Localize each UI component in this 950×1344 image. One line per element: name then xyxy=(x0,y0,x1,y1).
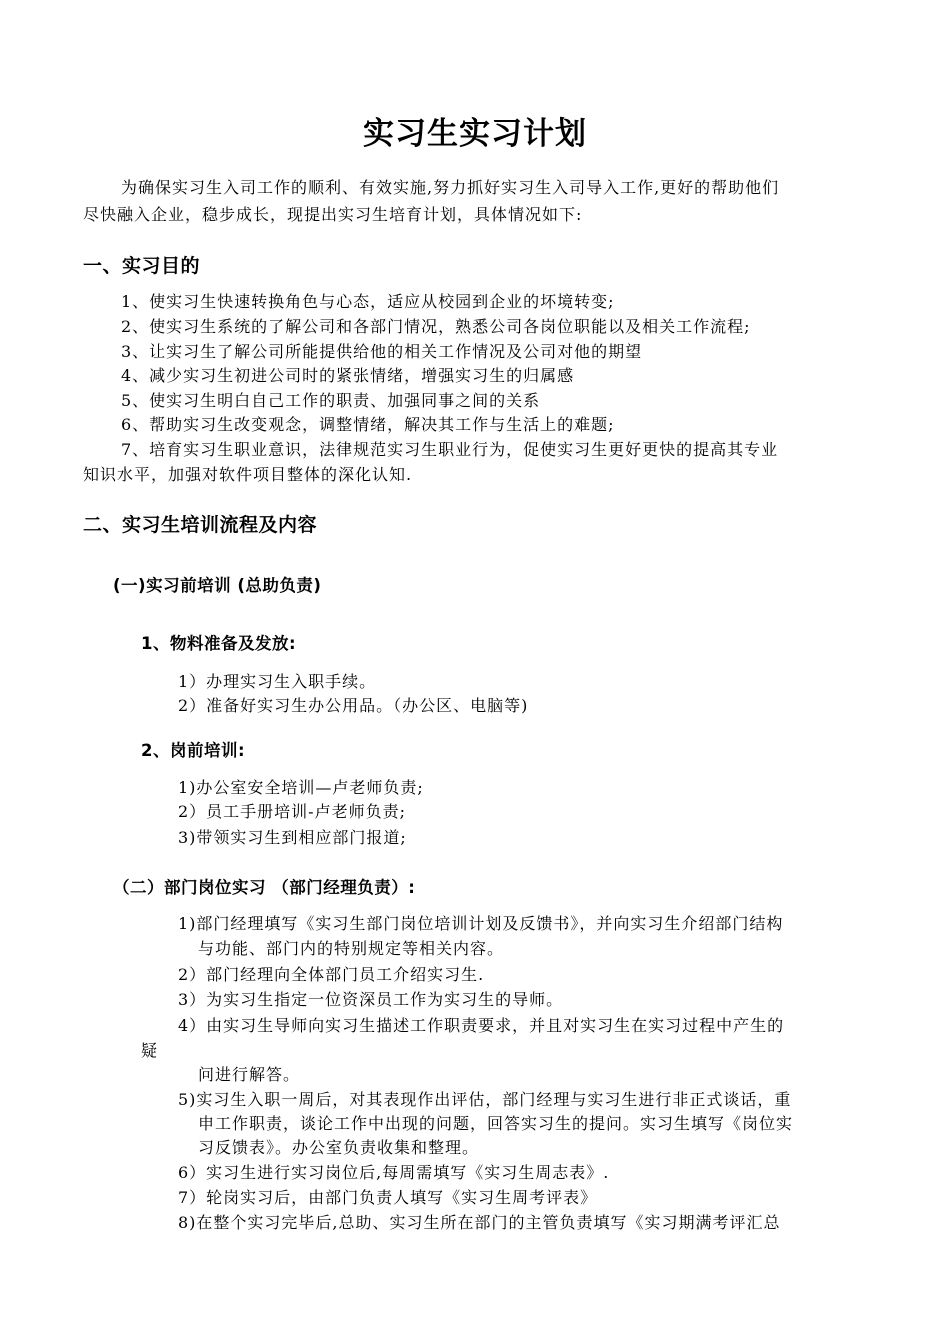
subsection-2-item: 4）由实习生导师向实习生描述工作职责要求，并且对实习生在实习过程中产生的 xyxy=(178,1016,785,1035)
section-1-item: 3、让实习生了解公司所能提供给他的相关工作情况及公司对他的期望 xyxy=(121,342,643,361)
subsection-2-item: 2）部门经理向全体部门员工介绍实习生. xyxy=(178,965,485,984)
subsection-2-item: 8)在整个实习完毕后,总助、实习生所在部门的主管负责填写《实习期满考评汇总 xyxy=(178,1213,781,1232)
subsection-2-item: 1)部门经理填写《实习生部门岗位培训计划及反馈书》，并向实习生介绍部门结构 xyxy=(178,914,784,933)
section-1-item: 2、使实习生系统的了解公司和各部门情况，熟悉公司各岗位职能以及相关工作流程; xyxy=(121,317,751,336)
page-title: 实习生实习计划 xyxy=(363,116,587,152)
intro-line-2: 尽快融入企业，稳步成长，现提出实习生培育计划，具体情况如下: xyxy=(83,205,583,224)
subsection-2-item: 5)实习生入职一周后，对其表现作出评估，部门经理与实习生进行非正式谈话，重 xyxy=(178,1090,792,1109)
part-2-item: 1)办公室安全培训—卢老师负责; xyxy=(178,778,424,797)
subsection-2-item-continued: 习反馈表》。办公室负责收集和整理。 xyxy=(198,1138,480,1157)
subsection-2-item-wrap: 疑 xyxy=(141,1041,159,1060)
section-1-item-continued: 知识水平，加强对软件项目整体的深化认知. xyxy=(83,465,413,484)
section-1-item: 6、帮助实习生改变观念，调整情绪，解决其工作与生活上的难题; xyxy=(121,415,615,434)
subsection-1-heading: (一)实习前培训 (总助负责) xyxy=(113,576,322,595)
part-1-heading: 1、物料准备及发放: xyxy=(141,634,297,653)
part-2-item: 2）员工手册培训-卢老师负责; xyxy=(178,802,406,821)
subsection-2-item: 6）实习生进行实习岗位后,每周需填写《实习生周志表》. xyxy=(178,1163,610,1182)
part-2-heading: 2、岗前培训: xyxy=(141,741,246,760)
subsection-2-item-continued: 问进行解答。 xyxy=(198,1065,301,1084)
section-1-item: 5、使实习生明白自己工作的职责、加强同事之间的关系 xyxy=(121,391,541,410)
section-2-heading: 二、实习生培训流程及内容 xyxy=(83,514,318,536)
section-1-item: 7、培育实习生职业意识，法律规范实习生职业行为，促使实习生更好更快的提高其专业 xyxy=(121,440,779,459)
intro-line-1: 为确保实习生入司工作的顺利、有效实施,努力抓好实习生入司导入工作,更好的帮助他们 xyxy=(121,178,780,197)
subsection-2-heading: （二）部门岗位实习 （部门经理负责）: xyxy=(113,878,416,897)
section-1-item: 4、减少实习生初进公司时的紧张情绪，增强实习生的归属感 xyxy=(121,366,575,385)
subsection-2-item: 7）轮岗实习后，由部门负责人填写《实习生周考评表》 xyxy=(178,1188,598,1207)
part-2-item: 3)带领实习生到相应部门报道; xyxy=(178,828,407,847)
section-1-item: 1、使实习生快速转换角色与心态，适应从校园到企业的坏境转变; xyxy=(121,292,615,311)
part-1-item: 1）办理实习生入职手续。 xyxy=(178,672,377,691)
section-1-heading: 一、实习目的 xyxy=(83,255,201,277)
part-1-item: 2）准备好实习生办公用品。（办公区、电脑等) xyxy=(178,696,529,715)
subsection-2-item: 3）为实习生指定一位资深员工作为实习生的导师。 xyxy=(178,990,564,1009)
subsection-2-item-continued: 与功能、部门内的特别规定等相关内容。 xyxy=(198,939,505,958)
subsection-2-item-continued: 申工作职责，谈论工作中出现的问题，回答实习生的提问。实习生填写《岗位实 xyxy=(198,1114,794,1133)
